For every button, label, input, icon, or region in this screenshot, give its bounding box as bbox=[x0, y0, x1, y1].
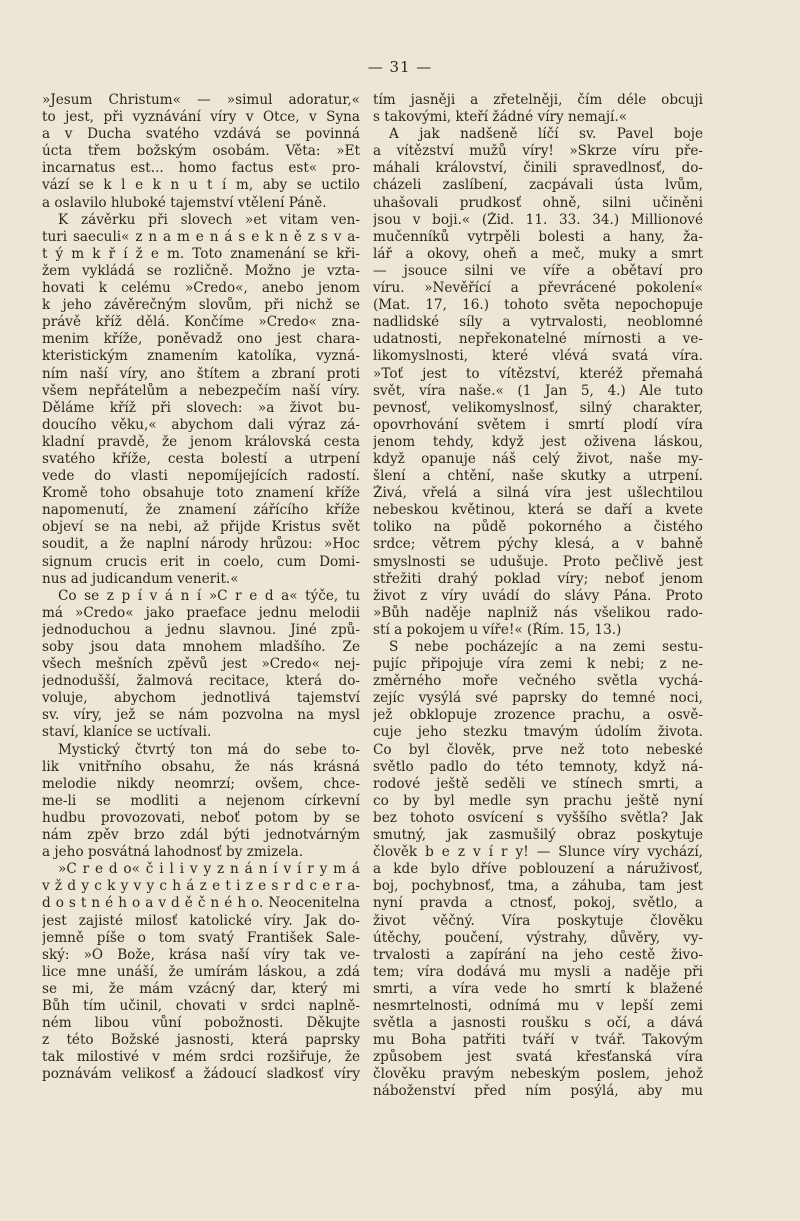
text-line: a kde bylo dříve poblouzení a náruživosť, bbox=[373, 861, 703, 878]
text-line: co by byl medle syn prachu ještě nyní bbox=[373, 792, 703, 809]
text-line: melodie nikdy neomrzí; ovšem, chce- bbox=[42, 775, 360, 792]
text-line: to jest, při vyznávání víry v Otce, v Syna bbox=[42, 109, 360, 126]
text-line: me-li se modliti a nejenom církevní bbox=[42, 792, 360, 809]
text-line: nebeskou květinou, která se daří a kvete bbox=[373, 502, 703, 519]
text-line: hovati k celému »Credo«, anebo jenom bbox=[42, 280, 360, 297]
text-line: jednodušší, žalmová recitace, která do- bbox=[42, 673, 360, 690]
text-line: nám zpěv brzo zdál býti jednotvárným bbox=[42, 827, 360, 844]
text-line: »C r e d o« č i l i v y z n á n í v í r y m á bbox=[58, 861, 360, 878]
text-line: a jeho posvátná lahodnosť by zmizela. bbox=[42, 844, 304, 861]
text-line: opovrhování světem i smrtí plodí víra bbox=[373, 416, 703, 433]
text-line: cuje jeho stezku tmavým údolím života. bbox=[373, 724, 703, 741]
text-line: nyní pravda a ctnosť, pokoj, světlo, a bbox=[373, 895, 703, 912]
text-line: t ý m k ř í ž e m. Toto znamenání se kři- bbox=[42, 245, 360, 262]
text-line: K závěrku při slovech »et vitam ven- bbox=[58, 211, 360, 228]
text-line: světla a jasnosti roušku s očí, a dává bbox=[373, 1015, 703, 1032]
text-line: incarnatus est... homo factus est« pro- bbox=[42, 160, 360, 177]
text-line: víru. »Nevěřící a převrácené pokolení« bbox=[373, 280, 703, 297]
text-line: lik vnitřního obsahu, že nás krásná bbox=[42, 758, 360, 775]
text-line: světlo padlo do této temnoty, když ná- bbox=[373, 758, 703, 775]
text-line: trvalosti a zapírání na jeho cestě živo- bbox=[373, 946, 703, 963]
text-line: bez tohoto osvícení s vyššího světla? Jak bbox=[373, 809, 703, 826]
text-line: kladní pravdě, že jenom královská cesta bbox=[42, 433, 360, 450]
text-line: Živá, vřelá a silná víra jest ušlechtilou bbox=[373, 485, 703, 502]
text-line: jest zajisté milosť katolické víry. Jak do- bbox=[42, 912, 360, 929]
text-line: když opanuje náš celý život, naše my- bbox=[373, 450, 703, 467]
left-column bbox=[42, 92, 360, 1083]
text-line: smyslnosti se udušuje. Proto pečlivě jest bbox=[373, 553, 703, 570]
text-line: pevnosť, velikomyslnosť, silný charakter, bbox=[373, 399, 703, 416]
text-line: jenom tehdy, když jest oživena láskou, bbox=[373, 433, 703, 450]
text-line: objeví se na nebi, až přijde Kristus svět bbox=[42, 519, 360, 536]
text-line: smutný, jak zasmušilý obraz poskytuje bbox=[373, 827, 703, 844]
text-line: tem; víra dodává mu mysli a naděje při bbox=[373, 963, 703, 980]
text-line: útěchy, poučení, výstrahy, důvěry, vy- bbox=[373, 929, 703, 946]
text-line: nesmrtelnosti, odnímá mu v lepší zemi bbox=[373, 997, 703, 1014]
text-line: všech mešních zpěvů jest »Credo« nej- bbox=[42, 656, 360, 673]
text-line: s takovými, kteří žádné víry nemají.« bbox=[373, 109, 628, 126]
text-line: způsobem jest svatá křesťanská víra bbox=[373, 1049, 703, 1066]
text-line: a oslavilo hluboké tajemství vtělení Páně. bbox=[42, 194, 327, 211]
right-column bbox=[373, 92, 703, 1101]
text-line: srdce; větrem pýchy klesá, a v bahně bbox=[373, 536, 703, 553]
text-line: »Bůh naděje naplniž nás všelikou rado- bbox=[373, 604, 703, 621]
text-line: mučenníků vytrpěli bolesti a hany, ža- bbox=[373, 228, 703, 245]
text-line: soudit, a že naplní národy hrůzou: »Hoc bbox=[42, 536, 360, 553]
text-line: stí a pokojem u víře!« (Řím. 15, 13.) bbox=[373, 621, 622, 638]
text-line: mu Boha patřiti tváří v tvář. Takovým bbox=[373, 1032, 703, 1049]
text-line: — jsouce silni ve víře a obětaví pro bbox=[373, 262, 703, 279]
text-line: život z víry uvádí do slávy Pána. Proto bbox=[373, 587, 703, 604]
text-line: jsou v boji.« (Žid. 11. 33. 34.) Millionové bbox=[373, 211, 703, 228]
text-line: se mi, že mám vzácný dar, který mi bbox=[42, 980, 360, 997]
text-line: jež obklopuje zrozence prachu, a osvě- bbox=[373, 707, 703, 724]
text-line: má »Credo« jako praeface jednu melodii bbox=[42, 604, 360, 621]
text-line: náboženství před ním posýlá, aby mu bbox=[373, 1083, 703, 1100]
text-line: Kromě toho obsahuje toto znamení kříže bbox=[42, 485, 360, 502]
text-line: lář a okovy, oheň a meč, muky a smrt bbox=[373, 245, 703, 262]
text-line: signum crucis erit in coelo, cum Domi- bbox=[42, 553, 360, 570]
text-line: hudbu provozovati, neboť potom by se bbox=[42, 809, 360, 826]
text-line: střežiti drahý poklad víry; neboť jenom bbox=[373, 570, 703, 587]
text-line: staví, klaníce se uctívali. bbox=[42, 724, 212, 741]
text-line: napomenutí, že znamení zářícího kříže bbox=[42, 502, 360, 519]
text-line: doucího věku,« abychom dali výraz zá- bbox=[42, 416, 360, 433]
text-line: rodové ještě seděli ve stínech smrti, a bbox=[373, 775, 703, 792]
text-line: voluje, abychom jednotlivá tajemství bbox=[42, 690, 360, 707]
text-line: lice mne unáší, že umírám láskou, a zdá bbox=[42, 963, 360, 980]
text-line: kteristickým znamením katolíka, vyzná- bbox=[42, 348, 360, 365]
text-line: Co se z p í v á n í »C r e d a« týče, tu bbox=[58, 587, 360, 604]
text-line: šlení a chtění, naše skutky a utrpení. bbox=[373, 468, 703, 485]
text-line: Bůh tím učinil, chovati v srdci naplně- bbox=[42, 997, 360, 1014]
text-line: všem nepřátelům a nebezpečím naší víry. bbox=[42, 382, 360, 399]
text-line: smrti, a víra vede ho smrtí k blažené bbox=[373, 980, 703, 997]
text-line: »Toť jest to vítězství, kteréž přemahá bbox=[373, 365, 703, 382]
text-line: »Jesum Christum« — »simul adoratur,« bbox=[42, 92, 360, 108]
page-number: — 31 — bbox=[367, 58, 433, 76]
text-line: tím jasněji a zřetelněji, čím déle obcuji bbox=[373, 92, 703, 108]
text-line: S nebe pocházejíc a na zemi sestu- bbox=[389, 639, 703, 655]
text-line: jednoduchou a jednu slavnou. Jiné způ- bbox=[42, 621, 360, 638]
text-line: (Mat. 17, 16.) tohoto světa nepochopuje bbox=[373, 297, 703, 314]
text-line: Děláme kříž při slovech: »a život bu- bbox=[42, 399, 360, 416]
text-line: Co byl člověk, prve než toto nebeské bbox=[373, 741, 703, 758]
text-line: cházeli zaslíbení, zacpávali ústa lvům, bbox=[373, 177, 703, 194]
text-line: z této Božské jasnosti, která paprsky bbox=[42, 1032, 360, 1049]
text-line: změrného moře večného světla vychá- bbox=[373, 673, 703, 690]
text-line: svět, víra naše.« (1 Jan 5, 4.) Ale tuto bbox=[373, 382, 703, 399]
text-line: zejíc vysýlá své paprsky do temné noci, bbox=[373, 690, 703, 707]
text-line: soby jsou data mnohem mladšího. Ze bbox=[42, 639, 360, 655]
text-line: poznávám velikosť a žádoucí sladkosť víry bbox=[42, 1066, 360, 1083]
text-line: ním naší víry, ano štítem a zbraní proti bbox=[42, 365, 360, 382]
text-line: vází se k l e k n u t í m, aby se uctilo bbox=[42, 177, 360, 194]
text-line: člověku pravým nebeským poslem, jehož bbox=[373, 1066, 703, 1083]
text-line: a vítězství mužů víry! »Skrze víru pře- bbox=[373, 143, 703, 160]
text-line: pujíc připojuje víra zemi k nebi; z ne- bbox=[373, 656, 703, 673]
text-line: život věčný. Víra poskytuje člověku bbox=[373, 912, 703, 929]
text-line: uhašovali prudkosť ohně, silni učiněni bbox=[373, 194, 703, 211]
text-line: ský: »Ó Bože, krása naší víry tak ve- bbox=[42, 946, 360, 963]
text-line: menim kříže, poněvadž ono jest chara- bbox=[42, 331, 360, 348]
text-line: jemně píše o tom svatý František Sale- bbox=[42, 929, 360, 946]
text-line: máhali království, činili spravedlnosť, do- bbox=[373, 160, 703, 177]
text-line: vede do vlasti nepomíjejících radostí. bbox=[42, 468, 360, 485]
text-line: sv. víry, jež se nám pozvolna na mysl bbox=[42, 707, 360, 724]
text-line: ném libou vůní pobožnosti. Děkujte bbox=[42, 1015, 360, 1032]
text-line: d o s t n é h o a v d ě č n é h o. Neocenitelna bbox=[42, 895, 360, 912]
text-line: člověk b e z v í r y! — Slunce víry vychází, bbox=[373, 844, 703, 861]
text-line: a v Ducha svatého vzdává se povinná bbox=[42, 126, 360, 143]
text-line: nus ad judicandum venerit.« bbox=[42, 570, 239, 587]
text-line: právě kříž dělá. Končíme »Credo« zna- bbox=[42, 314, 360, 331]
text-line: v ž d y c k y v y c h á z e t i z e s r d c e r a- bbox=[42, 878, 360, 895]
text-line: nadlidské síly a vytrvalosti, neoblomné bbox=[373, 314, 703, 331]
text-line: úcta třem božským osobám. Věta: »Et bbox=[42, 143, 360, 160]
text-line: boj, pochybnosť, tma, a záhuba, tam jest bbox=[373, 878, 703, 895]
text-line: A jak nadšeně líčí sv. Pavel boje bbox=[389, 126, 703, 143]
text-line: svatého kříže, cesta bolestí a utrpení bbox=[42, 450, 360, 467]
text-line: Mystický čtvrtý ton má do sebe to- bbox=[58, 741, 360, 758]
text-line: likomyslnosti, které vlévá svatá víra. bbox=[373, 348, 703, 365]
text-line: toliko na půdě pokorného a čistého bbox=[373, 519, 703, 536]
text-line: žem vykládá se rozličně. Možno je vzta- bbox=[42, 262, 360, 279]
text-line: turi saeculi« z n a m e n á s e k n ě z s v a- bbox=[42, 228, 360, 245]
text-line: udatnosti, nepřekonatelné mírnosti a ve- bbox=[373, 331, 703, 348]
text-line: k jeho závěrečným slovům, při nichž se bbox=[42, 297, 360, 314]
text-line: tak milostivé v mém srdci rozšiřuje, že bbox=[42, 1049, 360, 1066]
